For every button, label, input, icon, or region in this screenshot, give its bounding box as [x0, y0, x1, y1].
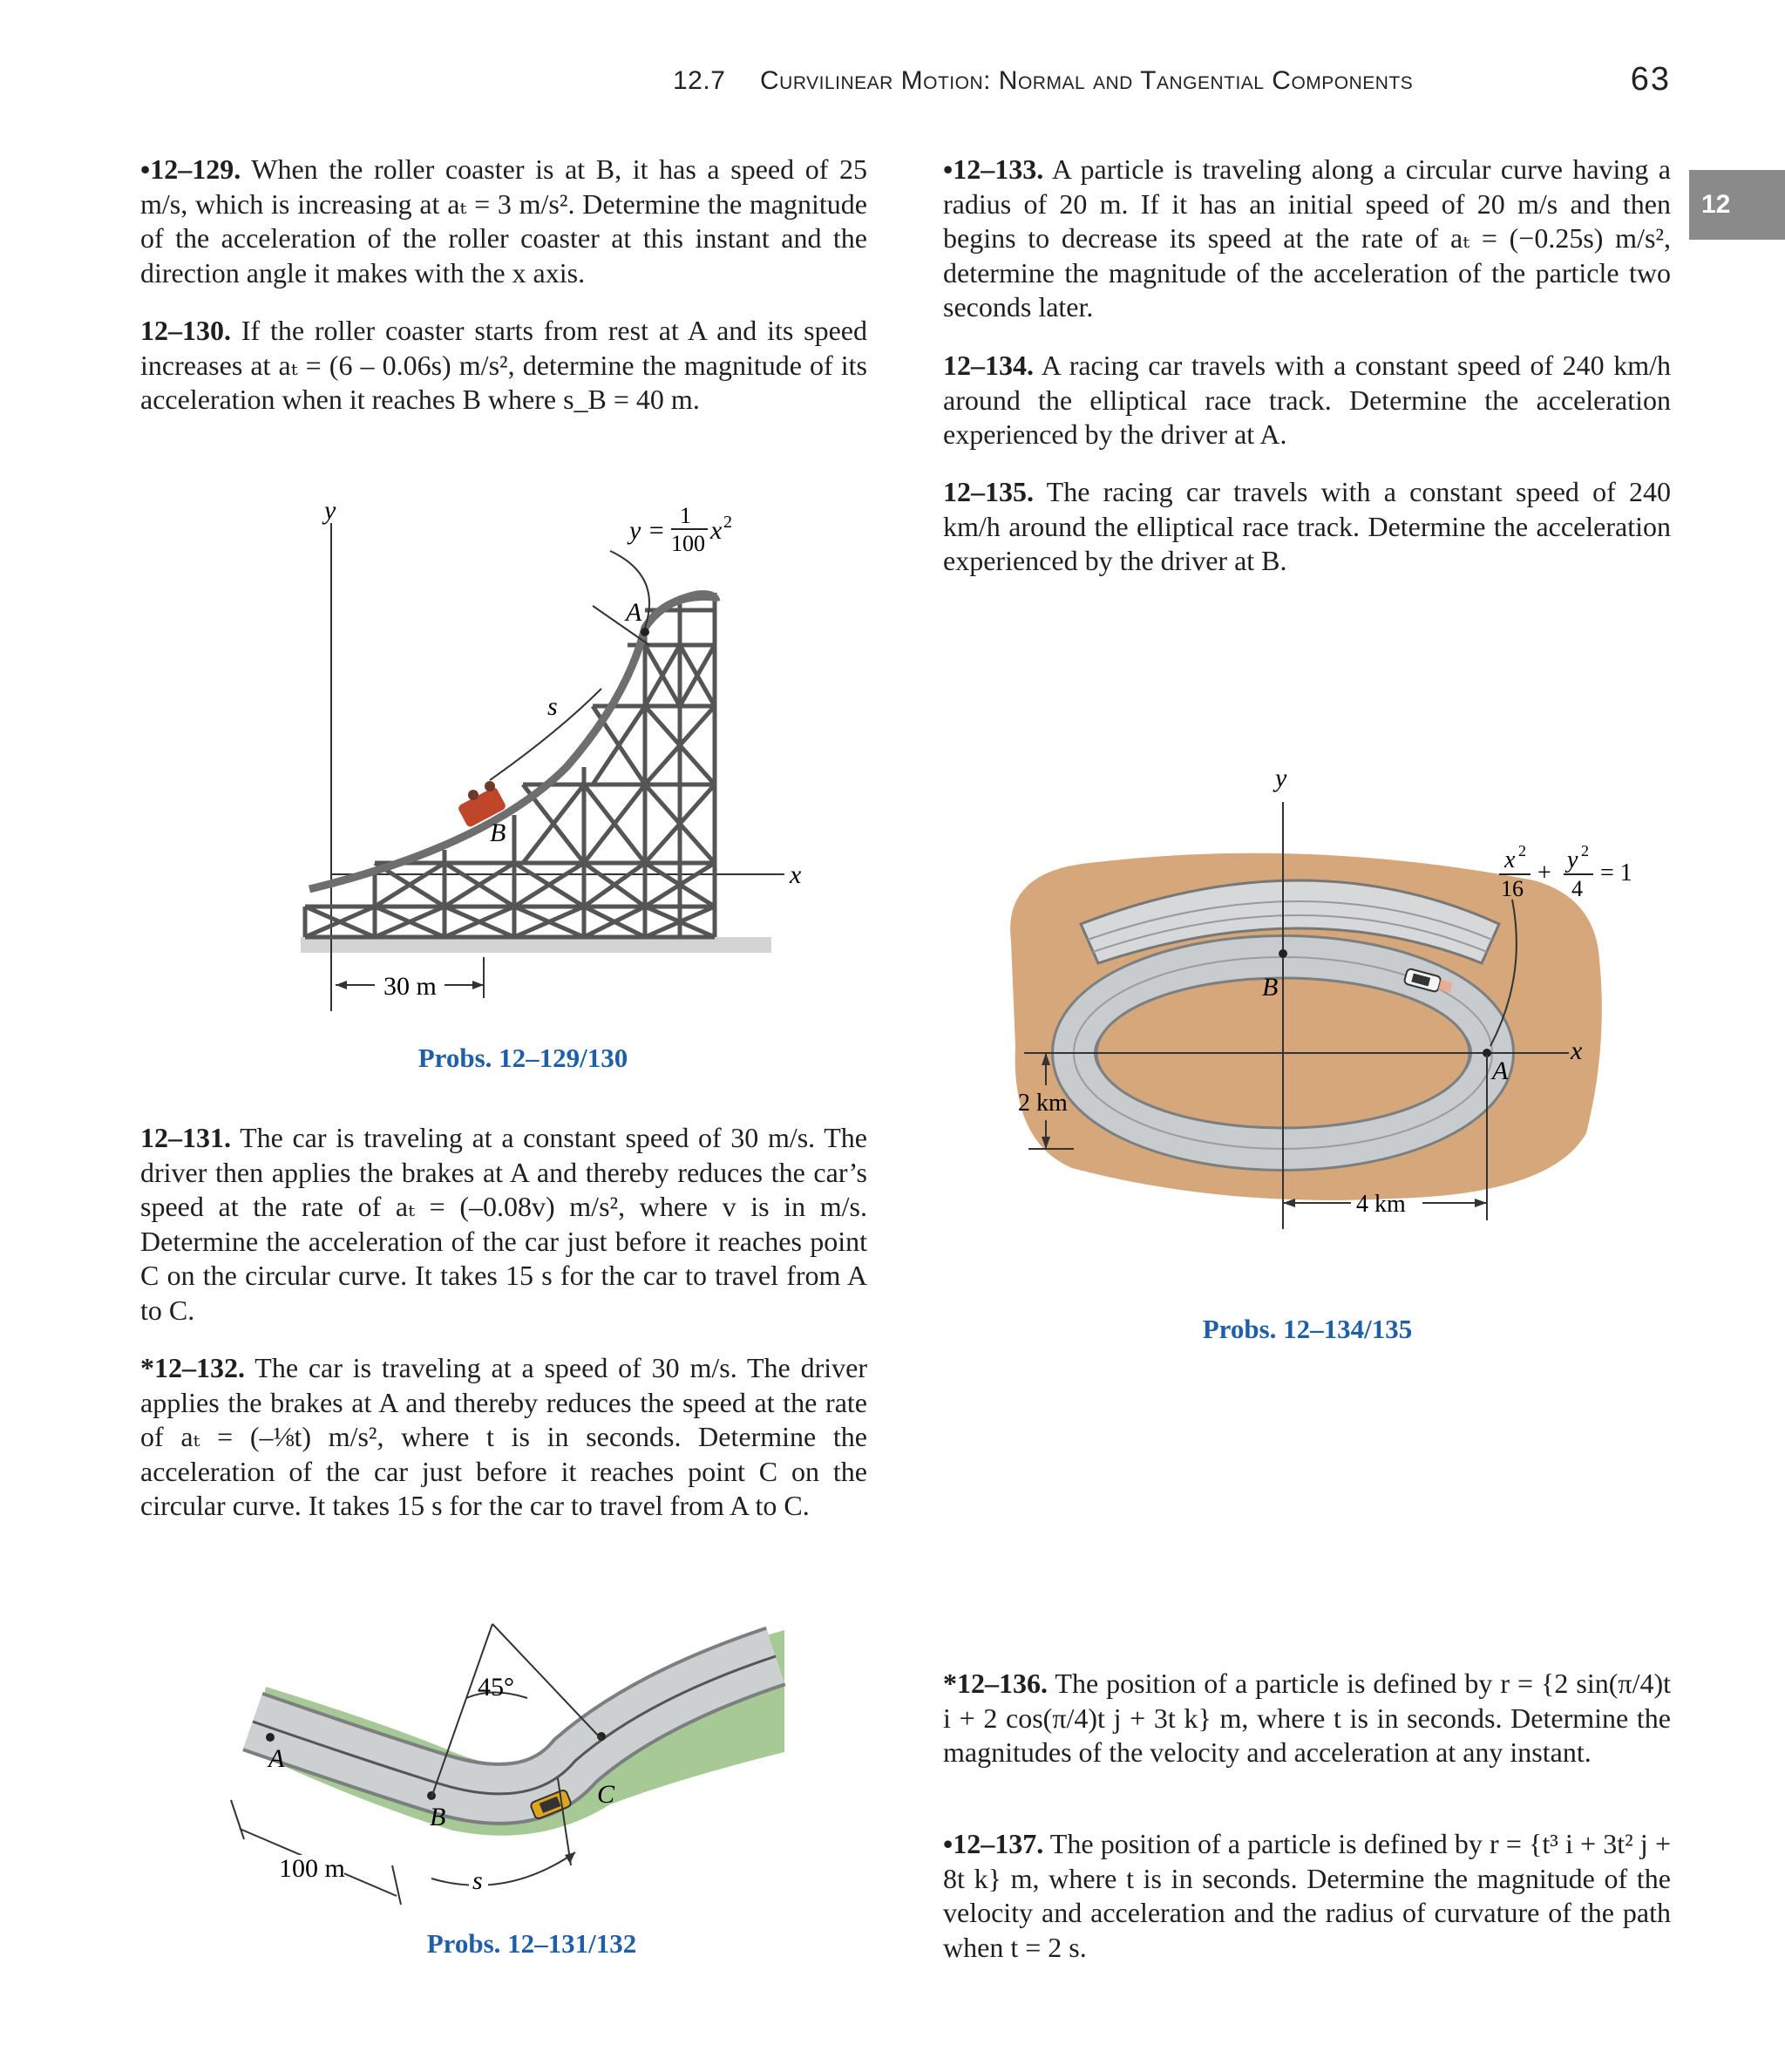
problem-number: 12–135.	[943, 476, 1034, 507]
svg-text:2: 2	[1581, 842, 1589, 859]
svg-text:100 m: 100 m	[279, 1854, 345, 1883]
label-B: B	[1262, 973, 1279, 1002]
label-s: s	[547, 692, 558, 721]
point-A	[641, 628, 649, 636]
dimension-30m	[336, 957, 484, 1001]
problem-text: The car is traveling at a constant speed of 30 m/s. The driver then applies the brakes at A and thereby reduces the car’s speed at the rate of aₜ = (–0.08v) m/s², where v is in m/s. Determine the acceleration of the car just before it reaches point C on the circular curve. It takes 15 s for the car to travel from A to C.	[140, 1122, 868, 1326]
x-axis-label: x	[1571, 1036, 1583, 1065]
problem-text: The car is traveling at a speed of 30 m/s. The driver applies the brakes at A and thereby reduces the speed at the rate of aₜ = (–⅛t) m/s², where t is in seconds. Determine the acceleration of the car just before it reaches point C on the circular curve. It takes 15 s for the car to travel from A to C.	[140, 1352, 868, 1521]
problem-number: 12–130.	[140, 315, 231, 346]
problem-text: If the roller coaster starts from rest at A and its speed increases at aₜ = (6 – 0.06s) m/s², determine the magnitude of its acceleration when it reaches B where s_B = 40 m.	[140, 315, 868, 415]
svg-text:+: +	[1537, 859, 1551, 887]
problem-number: 12–134.	[943, 350, 1034, 381]
problem-number: •12–137.	[943, 1828, 1044, 1859]
point-B	[1279, 949, 1287, 958]
coaster-equation	[627, 503, 732, 556]
problem-12-135	[943, 475, 1671, 579]
svg-text:x: x	[1504, 846, 1516, 873]
label-C: C	[597, 1780, 615, 1809]
label-s: s	[472, 1866, 483, 1895]
problem-12-133	[943, 153, 1671, 325]
s-arc	[431, 1852, 575, 1885]
problem-12-130	[140, 314, 867, 418]
problem-12-129	[140, 153, 867, 290]
dimension-100m	[231, 1800, 401, 1905]
problem-text: The racing car travels with a constant speed of 240 km/h around the elliptical race track. Determine the acceleration experienced by the driver at B.	[943, 476, 1672, 576]
problem-12-136	[943, 1667, 1671, 1770]
point-A	[266, 1733, 275, 1742]
ellipse-equation	[1499, 842, 1632, 901]
svg-text:16: 16	[1501, 876, 1524, 901]
svg-text:30 m: 30 m	[383, 972, 437, 1001]
label-B: B	[490, 819, 506, 847]
svg-text:y =: y =	[629, 516, 666, 545]
problem-text: The position of a particle is defined by r = {t³ i + 3t² j + 8t k} m, where t is in seconds. Determine the magnitude of the velocity and acceleration and the radius of curvature of the path when t = 2 s.	[943, 1828, 1671, 1963]
page-number: 63	[1630, 61, 1671, 98]
s-arrow	[490, 689, 601, 780]
problem-12-137	[943, 1827, 1671, 1965]
section-title: Curvilinear Motion: Normal and Tangential Components	[760, 66, 1414, 95]
label-A: A	[1492, 1056, 1509, 1085]
label-A: A	[268, 1744, 285, 1773]
label-A: A	[626, 598, 642, 627]
roller-coaster-figure	[288, 488, 811, 1029]
svg-text:= 1: = 1	[1600, 859, 1632, 887]
chapter-tab: 12	[1689, 170, 1785, 240]
problem-number: *12–132.	[140, 1352, 245, 1383]
problem-12-131	[140, 1121, 867, 1328]
figure-caption-134-135: Probs. 12–134/135	[1202, 1314, 1413, 1344]
x-axis-label: x	[790, 860, 802, 889]
problem-text: A particle is traveling along a circular curve having a radius of 20 m. If it has an initial speed of 20 m/s and then begins to decrease its speed at the rate of aₜ = (−0.25s) m/s², determine the magnitude of the acceleration of the particle two seconds later.	[943, 153, 1672, 323]
ground	[301, 937, 771, 953]
svg-text:x: x	[710, 516, 723, 545]
svg-text:2: 2	[723, 513, 732, 532]
label-B: B	[430, 1803, 446, 1831]
svg-text:y: y	[1567, 846, 1578, 873]
curved-road-figure	[227, 1613, 837, 1935]
svg-text:2 km: 2 km	[1018, 1090, 1068, 1117]
y-axis-label: y	[324, 496, 336, 525]
angle-label: 45°	[478, 1673, 514, 1702]
figure-caption-129-130: Probs. 12–129/130	[417, 1043, 628, 1073]
section-number: 12.7	[673, 66, 726, 95]
problem-number: *12–136.	[943, 1668, 1048, 1699]
svg-text:1: 1	[680, 503, 691, 528]
svg-text:4 km: 4 km	[1356, 1191, 1406, 1218]
svg-text:2: 2	[1518, 842, 1526, 859]
running-header	[673, 61, 1684, 105]
problem-text: A racing car travels with a constant speed of 240 km/h around the elliptical race track. Determine the acceleration experienced by the driver at A.	[943, 350, 1672, 450]
figure-caption-131-132: Probs. 12–131/132	[426, 1928, 637, 1959]
y-axis-label: y	[1275, 764, 1287, 792]
problem-text: The position of a particle is defined by r = {2 sin(π/4)t i + 2 cos(π/4)t j + 3t k} m, where t is in seconds. Determine the magnitudes of the velocity and acceleration at any instant.	[943, 1668, 1672, 1768]
svg-text:100: 100	[671, 531, 705, 556]
svg-text:4: 4	[1571, 876, 1583, 901]
elliptical-track-figure	[994, 758, 1691, 1247]
problem-number: •12–133.	[943, 153, 1044, 185]
problem-number: •12–129.	[140, 153, 241, 185]
problem-text: When the roller coaster is at B, it has a speed of 25 m/s, which is increasing at aₜ = 3 m/s². Determine the magnitude of the acceleration of the roller coaster at this instant and the direction angle it makes with the x axis.	[140, 153, 868, 289]
problem-number: 12–131.	[140, 1122, 231, 1153]
problem-12-134	[943, 349, 1671, 452]
problem-12-132	[140, 1351, 867, 1524]
